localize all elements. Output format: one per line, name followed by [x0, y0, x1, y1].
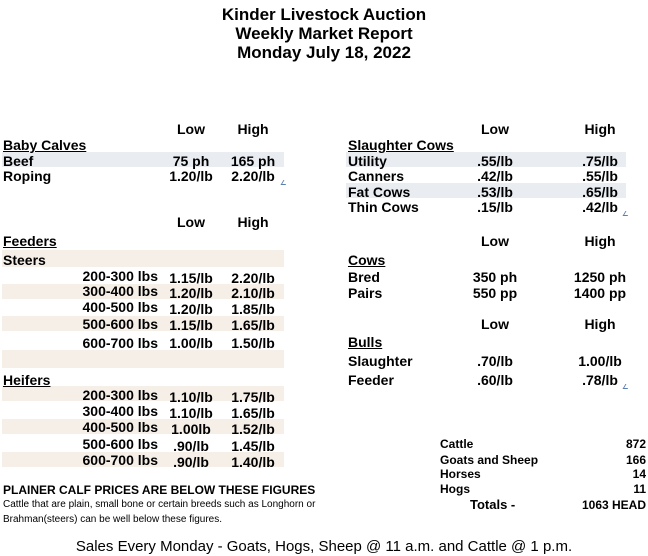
weight-range: 500-600 lbs	[82, 436, 158, 452]
totals-value: 166	[625, 453, 646, 467]
row-band	[2, 350, 284, 368]
row-low: .15/lb	[477, 199, 513, 215]
low-column-header: Low	[481, 121, 509, 137]
heifers-heading: Heifers	[3, 372, 51, 388]
row-high: 2.20/lb	[231, 270, 275, 286]
row-low: 1.15/lb	[169, 317, 213, 333]
row-high: .65/lb	[582, 184, 618, 200]
bulls-heading: Bulls	[348, 334, 383, 350]
plainer-note-line2: Brahman(steers) can be well below these figures.	[3, 514, 222, 525]
weight-range: 200-300 lbs	[82, 268, 158, 284]
row-low: .90/lb	[173, 438, 209, 454]
row-high: 1.40/lb	[231, 454, 275, 470]
totals-value: 872	[625, 437, 646, 451]
row-low: .55/lb	[477, 153, 513, 169]
slaughter-cows-heading: Slaughter Cows	[348, 137, 454, 153]
row-high: .78/lb	[582, 372, 618, 388]
row-label: Thin Cows	[348, 199, 419, 215]
report-title-line2: Weekly Market Report	[235, 24, 413, 43]
weight-range: 400-500 lbs	[82, 419, 158, 435]
totals-label: Cattle	[440, 437, 474, 451]
cell-marker-icon	[281, 180, 289, 185]
row-label: Utility	[348, 153, 387, 169]
row-high: .75/lb	[582, 153, 618, 169]
weight-range: 300-400 lbs	[82, 403, 158, 419]
row-label: Bred	[348, 269, 380, 285]
low-column-header: Low	[177, 121, 205, 137]
low-column-header: Low	[481, 233, 509, 249]
totals-label: Goats and Sheep	[440, 453, 539, 467]
row-low: 1.20/lb	[169, 301, 213, 317]
high-column-header: High	[237, 214, 269, 230]
row-low: .42/lb	[477, 168, 513, 184]
row-high: 1.52/lb	[231, 421, 275, 437]
row-label: Canners	[348, 168, 405, 184]
row-low: .60/lb	[477, 372, 513, 388]
row-low: 1.15/lb	[169, 270, 213, 286]
low-column-header: Low	[481, 316, 509, 332]
plainer-prices-heading: PLAINER CALF PRICES ARE BELOW THESE FIGURES	[3, 483, 316, 497]
high-column-header: High	[237, 121, 269, 137]
row-low: 550 pp	[472, 285, 518, 301]
baby-calves-heading: Baby Calves	[3, 137, 87, 153]
row-label: Fat Cows	[348, 184, 411, 200]
row-high: 1.00/lb	[578, 353, 622, 369]
row-label: Slaughter	[348, 353, 413, 369]
weight-range: 300-400 lbs	[82, 283, 158, 299]
weight-range: 500-600 lbs	[82, 316, 158, 332]
high-column-header: High	[584, 316, 616, 332]
cows-heading: Cows	[348, 252, 386, 268]
row-high: .55/lb	[582, 168, 618, 184]
row-low: 1.10/lb	[169, 389, 213, 405]
weight-range: 200-300 lbs	[82, 387, 158, 403]
row-label: Roping	[3, 168, 52, 184]
row-high: 2.10/lb	[231, 285, 275, 301]
row-low: 1.10/lb	[169, 405, 213, 421]
weight-range: 600-700 lbs	[82, 335, 158, 351]
row-high: 1.50/lb	[231, 335, 275, 351]
weight-range: 600-700 lbs	[82, 452, 158, 468]
totals-value: 14	[632, 467, 646, 481]
row-high: 1.75/lb	[231, 389, 275, 405]
grand-total-label: Totals -	[470, 497, 516, 512]
row-high: 1.65/lb	[231, 405, 275, 421]
row-high: 165 ph	[230, 153, 276, 169]
high-column-header: High	[584, 121, 616, 137]
totals-label: Horses	[440, 467, 481, 481]
row-low: 1.20/lb	[169, 285, 213, 301]
row-high: 1400 pp	[573, 285, 627, 301]
grand-total-value: 1063 HEAD	[581, 498, 646, 512]
row-low: .90/lb	[173, 454, 209, 470]
steers-heading: Steers	[3, 252, 46, 268]
row-high: 1.45/lb	[231, 438, 275, 454]
row-low: 1.00lb	[171, 421, 211, 437]
row-high: 2.20/lb	[231, 168, 275, 184]
high-column-header: High	[584, 233, 616, 249]
row-high: .42/lb	[582, 199, 618, 215]
row-low: 1.20/lb	[169, 168, 213, 184]
row-label: Feeder	[348, 372, 394, 388]
row-high: 1250 ph	[573, 269, 627, 285]
row-low: 350 ph	[472, 269, 518, 285]
row-low: .70/lb	[477, 353, 513, 369]
row-label: Pairs	[348, 285, 383, 301]
weight-range: 400-500 lbs	[82, 299, 158, 315]
totals-value: 11	[633, 482, 646, 496]
report-title-line1: Kinder Livestock Auction	[221, 5, 427, 24]
row-high: 1.85/lb	[231, 301, 275, 317]
row-low: 1.00/lb	[169, 335, 213, 351]
row-low: 75 ph	[172, 153, 210, 169]
totals-label: Hogs	[440, 482, 470, 496]
row-low: .53/lb	[477, 184, 513, 200]
row-label: Beef	[3, 153, 34, 169]
low-column-header: Low	[177, 214, 205, 230]
feeders-heading: Feeders	[3, 233, 57, 249]
sales-schedule-footer: Sales Every Monday - Goats, Hogs, Sheep @ 11 a.m. and Cattle @ 1 p.m.	[75, 538, 573, 555]
report-date: Monday July 18, 2022	[237, 43, 411, 62]
row-high: 1.65/lb	[231, 317, 275, 333]
plainer-note-line1: Cattle that are plain, small bone or certain breeds such as Longhorn or	[3, 499, 316, 510]
